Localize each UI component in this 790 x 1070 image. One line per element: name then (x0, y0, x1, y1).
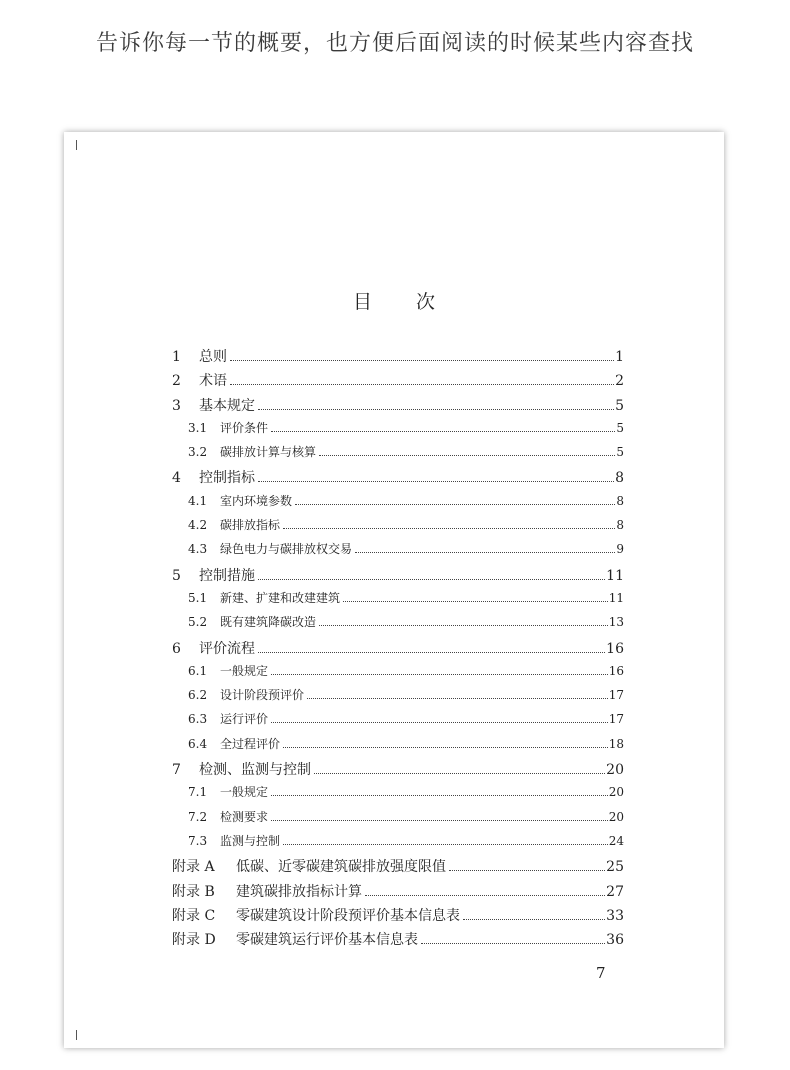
toc-entry-title: 室内环境参数 (220, 493, 293, 508)
toc-entry-page: 2 (615, 373, 624, 390)
toc-entry-number: 5.2 (188, 615, 208, 630)
toc-entry-page: 5 (615, 397, 624, 414)
toc-entry-number: 7.2 (188, 809, 208, 824)
dot-leader (421, 943, 605, 944)
dot-leader (230, 384, 614, 385)
toc-entry-number: 4.3 (188, 542, 208, 557)
toc-entry-number: 4.1 (188, 493, 208, 508)
dot-leader (271, 722, 608, 723)
dot-leader (307, 698, 608, 699)
toc-entry[interactable] (172, 467, 624, 491)
toc-entry[interactable] (172, 929, 624, 953)
dot-leader (271, 431, 615, 432)
toc-entry-title: 零碳建筑设计阶段预评价基本信息表 (236, 907, 460, 924)
table-of-contents (172, 346, 624, 953)
toc-entry-number: 2 (172, 373, 181, 390)
dot-leader (258, 481, 614, 482)
dot-leader (343, 601, 608, 602)
toc-entry-title: 检测要求 (220, 809, 269, 824)
toc-entry-title: 术语 (199, 373, 227, 390)
toc-entry[interactable] (172, 540, 624, 564)
toc-entry[interactable] (172, 443, 624, 467)
toc-entry-page: 8 (615, 470, 624, 487)
toc-entry-page: 5 (616, 420, 624, 435)
toc-entry-number: 4 (172, 470, 181, 487)
toc-entry-page: 16 (608, 663, 624, 678)
document-page (64, 132, 724, 1048)
toc-entry-page: 5 (616, 445, 624, 460)
toc-entry-page: 18 (608, 736, 624, 751)
dot-leader (271, 795, 608, 796)
toc-entry-number: 附录 D (172, 932, 216, 949)
toc-entry-title: 评价条件 (220, 420, 269, 435)
toc-entry-page: 20 (608, 809, 624, 824)
toc-entry-title: 总则 (199, 349, 227, 365)
toc-entry-title: 低碳、近零碳建筑碳排放强度限值 (236, 859, 446, 876)
toc-entry-number: 7 (172, 762, 181, 779)
dot-leader (295, 504, 615, 505)
toc-entry-number: 6.2 (188, 688, 208, 703)
dot-leader (449, 870, 605, 871)
toc-entry-title: 监测与控制 (220, 833, 281, 848)
toc-entry[interactable] (172, 492, 624, 516)
toc-entry-title: 评价流程 (199, 640, 255, 657)
toc-entry-page: 11 (608, 590, 624, 605)
toc-entry-page: 17 (608, 688, 624, 703)
toc-title-char: 目 (352, 291, 372, 313)
toc-entry-title: 控制措施 (199, 567, 255, 584)
toc-entry[interactable] (172, 589, 624, 613)
dot-leader (258, 579, 605, 580)
toc-entry-page: 1 (615, 349, 624, 365)
toc-entry-page: 33 (606, 907, 624, 924)
toc-entry[interactable] (172, 735, 624, 759)
toc-entry[interactable] (172, 419, 624, 443)
crop-mark (76, 1030, 77, 1040)
dot-leader (283, 747, 608, 748)
toc-entry-number: 3.1 (188, 420, 208, 435)
dot-leader (258, 409, 614, 410)
toc-entry[interactable] (172, 856, 624, 880)
dot-leader (271, 820, 608, 821)
dot-leader (319, 625, 608, 626)
toc-entry-page: 27 (606, 883, 624, 900)
toc-entry-title: 控制指标 (199, 470, 255, 487)
dot-leader (463, 919, 605, 920)
toc-entry[interactable] (172, 783, 624, 807)
dot-leader (314, 773, 605, 774)
toc-entry-title: 设计阶段预评价 (220, 688, 305, 703)
toc-entry-number: 7.3 (188, 833, 208, 848)
toc-entry[interactable] (172, 686, 624, 710)
toc-entry-title: 一般规定 (220, 785, 269, 800)
toc-entry[interactable] (172, 759, 624, 783)
dot-leader (258, 652, 605, 653)
toc-entry-number: 6 (172, 640, 181, 657)
toc-entry[interactable] (172, 370, 624, 394)
toc-entry[interactable] (172, 346, 624, 370)
toc-title (64, 287, 724, 314)
toc-entry[interactable] (172, 832, 624, 856)
toc-entry-title: 全过程评价 (220, 736, 281, 751)
dot-leader (283, 528, 615, 529)
toc-entry-number: 附录 B (172, 883, 215, 900)
toc-entry[interactable] (172, 613, 624, 637)
toc-entry-number: 附录 C (172, 907, 216, 924)
toc-entry-title: 碳排放计算与核算 (220, 445, 317, 460)
toc-entry-number: 3.2 (188, 445, 208, 460)
toc-entry-title: 零碳建筑运行评价基本信息表 (236, 932, 418, 949)
toc-entry-number: 3 (172, 397, 181, 414)
toc-entry-title: 新建、扩建和改建建筑 (220, 590, 341, 605)
toc-entry-page: 16 (606, 640, 624, 657)
toc-entry[interactable] (172, 638, 624, 662)
toc-entry-page: 8 (616, 518, 624, 533)
toc-entry-number: 6.4 (188, 736, 208, 751)
toc-entry-page: 20 (608, 785, 624, 800)
toc-entry-number: 1 (172, 349, 181, 365)
toc-entry-title: 建筑碳排放指标计算 (236, 883, 362, 900)
toc-entry-number: 6.3 (188, 712, 208, 727)
toc-entry-page: 17 (608, 712, 624, 727)
toc-entry-page: 20 (606, 762, 624, 779)
toc-entry[interactable] (172, 808, 624, 832)
toc-entry-title: 绿色电力与碳排放权交易 (220, 542, 353, 557)
toc-entry[interactable] (172, 516, 624, 540)
toc-entry-page: 25 (606, 859, 624, 876)
toc-entry-title: 运行评价 (220, 712, 269, 727)
caption-text: 告诉你每一节的概要，也方便后面阅读的时候某些内容查找 (95, 31, 694, 56)
toc-entry-page: 11 (606, 567, 624, 584)
toc-entry[interactable] (172, 662, 624, 686)
page-number: 7 (596, 964, 606, 982)
crop-mark (76, 140, 77, 150)
toc-entry-title: 基本规定 (199, 397, 255, 414)
toc-entry-page: 36 (606, 932, 624, 949)
toc-entry-title: 检测、监测与控制 (199, 762, 311, 779)
toc-entry-number: 5.1 (188, 590, 208, 605)
toc-entry[interactable] (172, 905, 624, 929)
toc-entry-title: 既有建筑降碳改造 (220, 615, 317, 630)
toc-entry-page: 9 (616, 542, 624, 557)
toc-entry[interactable] (172, 710, 624, 734)
toc-title-char: 次 (416, 291, 436, 313)
toc-entry-page: 24 (608, 833, 624, 848)
dot-leader (230, 360, 614, 361)
dot-leader (271, 674, 608, 675)
toc-entry-title: 碳排放指标 (220, 518, 281, 533)
toc-entry-page: 13 (608, 615, 624, 630)
toc-entry-number: 附录 A (172, 859, 215, 876)
toc-entry-page: 8 (616, 493, 624, 508)
toc-entry-number: 4.2 (188, 518, 208, 533)
toc-entry[interactable] (172, 395, 624, 419)
toc-entry-title: 一般规定 (220, 663, 269, 678)
toc-entry-number: 6.1 (188, 663, 208, 678)
dot-leader (283, 844, 608, 845)
dot-leader (319, 455, 615, 456)
dot-leader (365, 895, 605, 896)
toc-entry[interactable] (172, 881, 624, 905)
toc-entry-number: 7.1 (188, 785, 208, 800)
toc-entry[interactable] (172, 565, 624, 589)
toc-entry-number: 5 (172, 567, 181, 584)
dot-leader (355, 552, 615, 553)
